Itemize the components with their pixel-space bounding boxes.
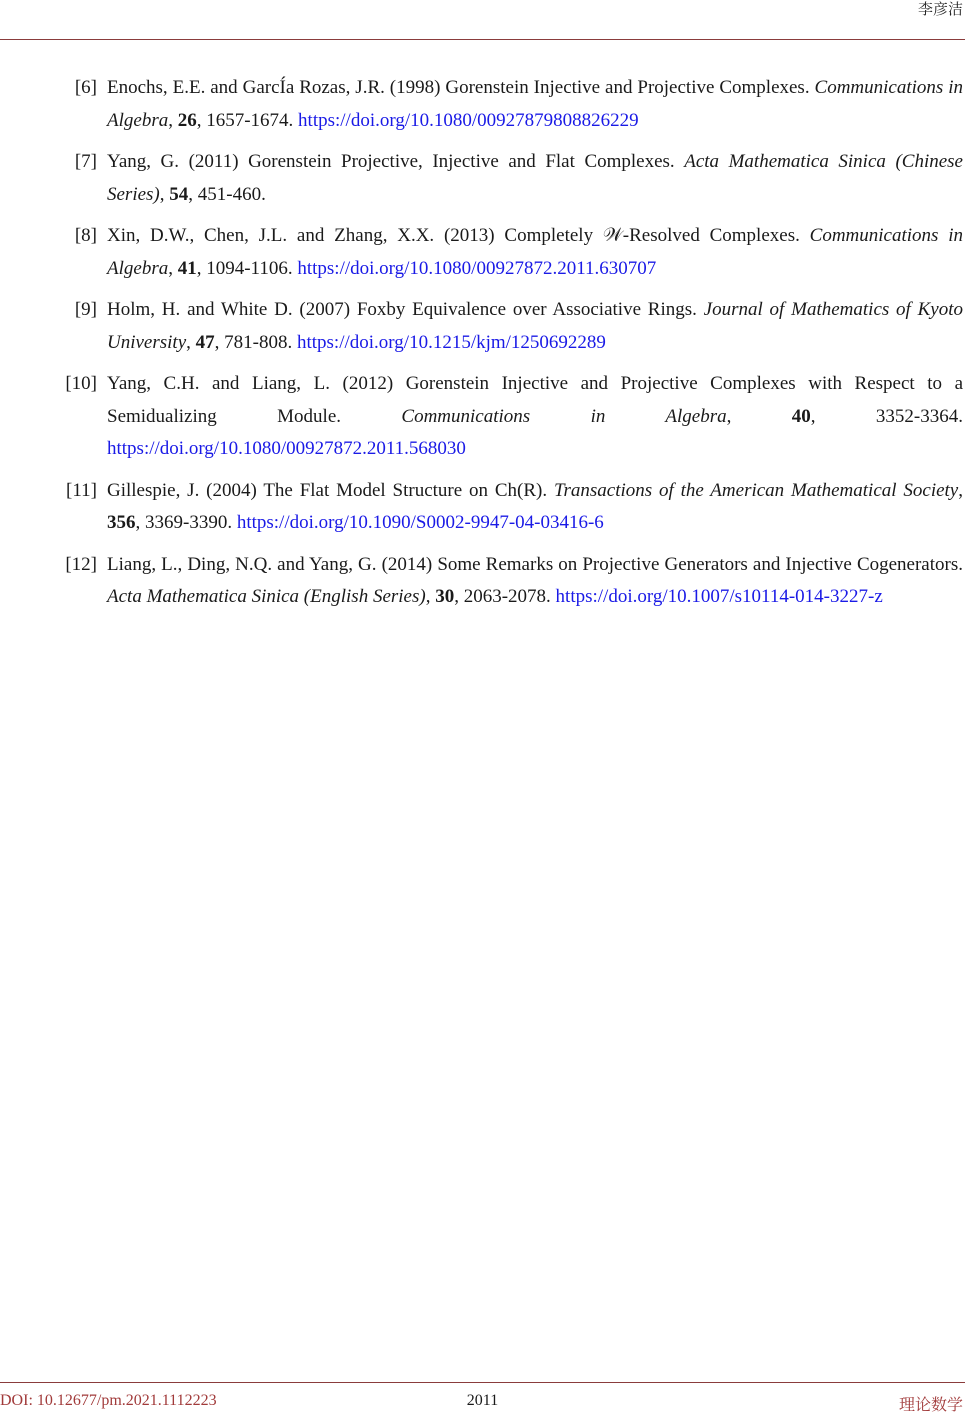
reference-number: [10] bbox=[65, 373, 97, 394]
reference-journal: Journal of Mathematics of Kyoto University bbox=[107, 299, 963, 353]
page-number: 2011 bbox=[466, 1392, 499, 1409]
reference-separator: , bbox=[159, 183, 170, 205]
reference-authors-title: Yang, C.H. and Liang, L. (2012) Gorenstein Injective and Projective Complexes with Respect to a Semidualizing Module. bbox=[107, 373, 963, 427]
reference-journal: Acta Mathematica Sinica (Chinese Series) bbox=[107, 151, 963, 205]
reference-volume: 47 bbox=[195, 331, 215, 353]
reference-doi-link[interactable]: https://doi.org/10.1080/00927872.2011.630707 bbox=[297, 257, 657, 279]
reference-item bbox=[0, 368, 965, 466]
reference-pages: , 1657-1674. bbox=[196, 109, 299, 131]
reference-pages: , 3369-3390. bbox=[135, 512, 237, 533]
reference-volume: 40 bbox=[791, 405, 811, 427]
reference-doi-link[interactable]: https://doi.org/10.1080/00927879808826229 bbox=[298, 109, 639, 131]
reference-volume: 356 bbox=[107, 512, 136, 533]
reference-separator: , bbox=[958, 479, 963, 501]
running-header-author: 李彦洁 bbox=[917, 2, 963, 18]
reference-item bbox=[0, 294, 965, 359]
reference-pages: , 3352-3364. bbox=[810, 405, 964, 427]
footer-journal-name: 理论数学 bbox=[898, 1397, 963, 1414]
reference-number: [7] bbox=[74, 151, 97, 172]
reference-authors-title: Gillespie, J. (2004) The Flat Model Structure on Ch(R). bbox=[107, 479, 554, 501]
reference-pages: , 781-808. bbox=[214, 331, 297, 353]
reference-item bbox=[0, 220, 965, 285]
reference-volume: 41 bbox=[177, 257, 197, 279]
reference-number: [6] bbox=[74, 77, 97, 98]
reference-doi-link[interactable]: https://doi.org/10.1080/00927872.2011.568030 bbox=[107, 438, 466, 459]
header-divider bbox=[0, 39, 965, 40]
reference-journal: Acta Mathematica Sinica (English Series) bbox=[107, 586, 426, 607]
reference-volume: 30 bbox=[435, 586, 455, 607]
reference-pages: , 2063-2078. bbox=[454, 586, 556, 607]
reference-authors-title: Xin, D.W., Chen, J.L. and Zhang, X.X. (2013) Completely 𝒲-Resolved Complexes. bbox=[107, 225, 810, 246]
reference-authors-title: Holm, H. and White D. (2007) Foxby Equivalence over Associative Rings. bbox=[107, 299, 704, 320]
footer-doi: DOI: 10.12677/pm.2021.1112223 bbox=[0, 1392, 217, 1409]
reference-journal: Transactions of the American Mathematical Society bbox=[553, 479, 959, 501]
reference-number: [12] bbox=[65, 553, 97, 575]
reference-doi-link[interactable]: https://doi.org/10.1215/kjm/1250692289 bbox=[296, 331, 606, 353]
reference-number: [9] bbox=[74, 299, 97, 320]
reference-authors-title: Enochs, E.E. and GarcÍa Rozas, J.R. (1998) Gorenstein Injective and Projective Complexes. bbox=[107, 77, 815, 98]
reference-separator: , bbox=[168, 109, 178, 131]
reference-separator: , bbox=[726, 405, 792, 427]
reference-number: [8] bbox=[74, 225, 97, 246]
reference-number: [11] bbox=[66, 479, 97, 501]
reference-journal: Communications in Algebra bbox=[401, 405, 727, 427]
reference-separator: , bbox=[186, 331, 196, 353]
reference-authors-title: Yang, G. (2011) Gorenstein Projective, Injective and Flat Complexes. bbox=[107, 151, 685, 172]
reference-item bbox=[0, 549, 965, 614]
reference-volume: 26 bbox=[177, 109, 197, 131]
reference-item bbox=[0, 475, 965, 540]
reference-item bbox=[0, 72, 965, 137]
reference-journal: Communications in Algebra bbox=[107, 77, 963, 131]
reference-separator: , bbox=[425, 586, 436, 607]
reference-pages: , 1094-1106. bbox=[196, 257, 298, 279]
reference-pages: , 451-460. bbox=[188, 183, 266, 205]
reference-authors-title: Liang, L., Ding, N.Q. and Yang, G. (2014) Some Remarks on Projective Generators and Injective Cogenerators. bbox=[107, 553, 963, 575]
reference-doi-link[interactable]: https://doi.org/10.1090/S0002-9947-04-03416-6 bbox=[236, 512, 604, 533]
reference-list bbox=[0, 72, 965, 623]
reference-item bbox=[0, 146, 965, 211]
reference-doi-link[interactable]: https://doi.org/10.1007/s10114-014-3227-z bbox=[555, 586, 883, 607]
reference-journal: Communications in Algebra bbox=[107, 225, 963, 279]
footer-divider bbox=[0, 1382, 965, 1383]
reference-separator: , bbox=[168, 257, 178, 279]
reference-volume: 54 bbox=[169, 183, 189, 205]
